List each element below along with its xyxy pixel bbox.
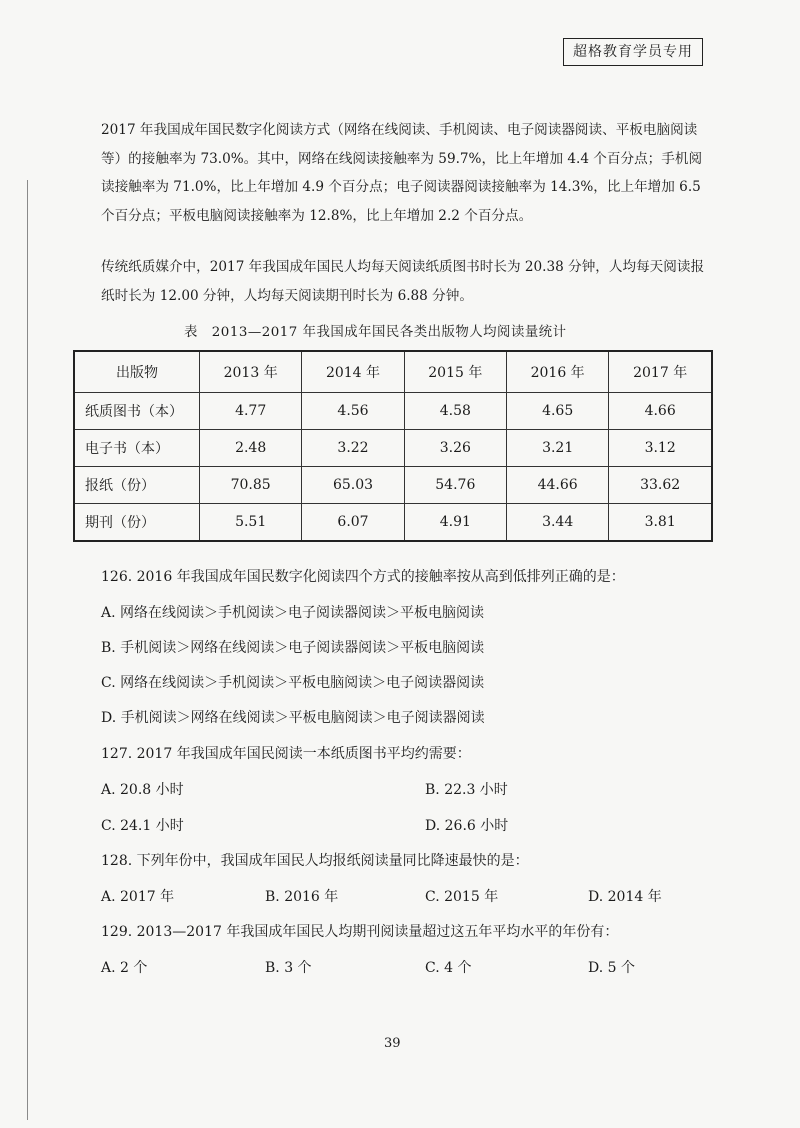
table-row: [74, 504, 712, 542]
table-cell: 4.58: [404, 393, 506, 430]
column-header: 2014 年: [302, 351, 404, 393]
question-128-stem: 128. 下列年份中，我国成年国民人均报纸阅读量同比降速最快的是：: [101, 853, 529, 869]
table-cell: 3.44: [506, 504, 608, 542]
reading-stats-table: [73, 350, 713, 542]
question-126-stem: 126. 2016 年我国成年国民数字化阅读四个方式的接触率按从高到低排列正确的是：: [101, 569, 625, 585]
table-cell: 3.22: [302, 430, 404, 467]
table-cell: 65.03: [302, 467, 404, 504]
question-126-option-c[interactable]: C. 网络在线阅读＞手机阅读＞平板电脑阅读＞电子阅读器阅读: [101, 675, 485, 691]
question-129-stem: 129. 2013—2017 年我国成年国民人均期刊阅读量超过这五年平均水平的年份有：: [101, 924, 619, 940]
table-caption: 表 2013—2017 年我国成年国民各类出版物人均阅读量统计: [184, 325, 567, 340]
table-row: [74, 393, 712, 430]
table-cell: 54.76: [404, 467, 506, 504]
table-cell: 3.12: [609, 430, 712, 467]
question-127-option-d[interactable]: D. 26.6 小时: [425, 818, 509, 834]
question-126-option-d[interactable]: D. 手机阅读＞网络在线阅读＞平板电脑阅读＞电子阅读器阅读: [101, 710, 485, 726]
table-cell: 3.26: [404, 430, 506, 467]
table-cell: 3.81: [609, 504, 712, 542]
question-129-option-a[interactable]: A. 2 个: [101, 960, 148, 976]
question-128-option-c[interactable]: C. 2015 年: [425, 889, 499, 905]
table-cell: 4.77: [200, 393, 302, 430]
column-header: 2016 年: [506, 351, 608, 393]
table-cell: 5.51: [200, 504, 302, 542]
table-cell: 2.48: [200, 430, 302, 467]
table-row: [74, 467, 712, 504]
table-cell: 3.21: [506, 430, 608, 467]
paragraph-paper-media: [101, 253, 709, 310]
question-126-option-b[interactable]: B. 手机阅读＞网络在线阅读＞电子阅读器阅读＞平板电脑阅读: [101, 640, 485, 656]
page-number: 39: [384, 1036, 401, 1051]
table-header-row: [74, 351, 712, 393]
question-129-option-c[interactable]: C. 4 个: [425, 960, 472, 976]
question-129-option-b[interactable]: B. 3 个: [265, 960, 312, 976]
row-label: 期刊（份）: [74, 504, 200, 542]
usage-stamp: 超格教育学员专用: [563, 38, 703, 66]
table-cell: 4.66: [609, 393, 712, 430]
paragraph-digital-reading: [101, 116, 709, 230]
column-header: 2017 年: [609, 351, 712, 393]
table-cell: 44.66: [506, 467, 608, 504]
paragraph-text: 传统纸质媒介中，2017 年我国成年国民人均每天阅读纸质图书时长为 20.38 分钟，人均每天阅读报纸时长为 12.00 分钟，人均每天阅读期刊时长为 6.88 分钟。: [101, 259, 705, 304]
question-128-option-a[interactable]: A. 2017 年: [101, 889, 175, 905]
table-cell: 4.91: [404, 504, 506, 542]
binding-line: [27, 180, 28, 1120]
question-127-option-a[interactable]: A. 20.8 小时: [101, 782, 184, 798]
table-cell: 4.56: [302, 393, 404, 430]
question-127-option-b[interactable]: B. 22.3 小时: [425, 782, 508, 798]
question-127-stem: 127. 2017 年我国成年国民阅读一本纸质图书平均约需要：: [101, 746, 471, 762]
table-cell: 70.85: [200, 467, 302, 504]
question-127-option-c[interactable]: C. 24.1 小时: [101, 818, 184, 834]
row-label: 电子书（本）: [74, 430, 200, 467]
question-128-option-b[interactable]: B. 2016 年: [265, 889, 339, 905]
row-label: 纸质图书（本）: [74, 393, 200, 430]
column-header: 2013 年: [200, 351, 302, 393]
table-cell: 4.65: [506, 393, 608, 430]
table-cell: 6.07: [302, 504, 404, 542]
question-126-option-a[interactable]: A. 网络在线阅读＞手机阅读＞电子阅读器阅读＞平板电脑阅读: [101, 605, 485, 621]
question-128-option-d[interactable]: D. 2014 年: [588, 889, 662, 905]
table-cell: 33.62: [609, 467, 712, 504]
column-header: 出版物: [74, 351, 200, 393]
table-row: [74, 430, 712, 467]
question-129-option-d[interactable]: D. 5 个: [588, 960, 635, 976]
paragraph-text: 2017 年我国成年国民数字化阅读方式（网络在线阅读、手机阅读、电子阅读器阅读、平板电脑阅读等）的接触率为 73.0%。其中，网络在线阅读接触率为 59.7%，比上年增加 4.4 个百分点；手机阅读接触率为 71.0%，比上年增加 4.9 个百分点；电子阅读器阅读接触率为 14.3%，比上年增加 6.5 个百分点；平板电脑阅读接触率为 12.8%，比上年增加 2.2 个百分点。: [101, 122, 703, 224]
row-label: 报纸（份）: [74, 467, 200, 504]
column-header: 2015 年: [404, 351, 506, 393]
